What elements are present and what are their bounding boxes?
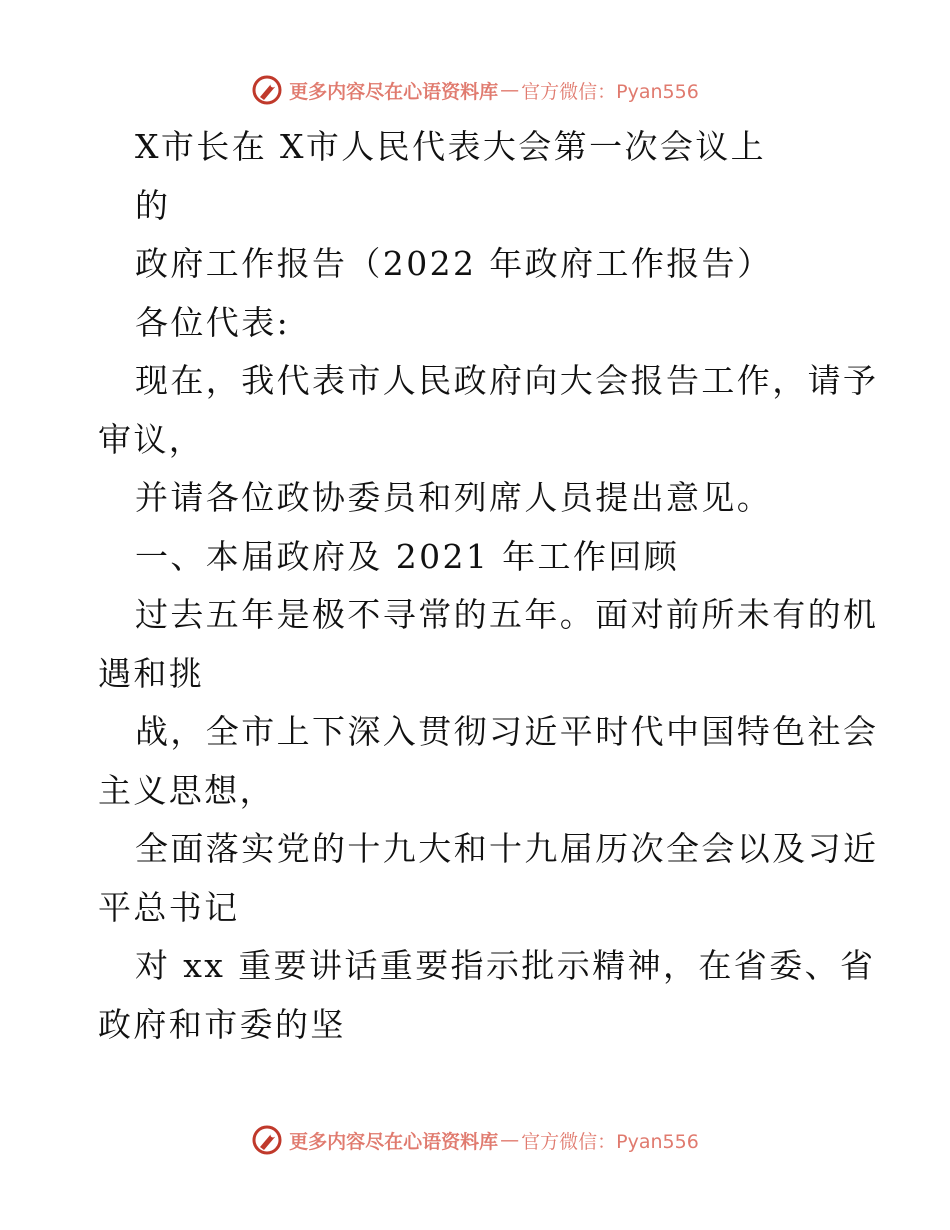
text-line: 战，全市上下深入贯彻习近平时代中国特色社会 [135,712,879,751]
pen-logo-icon [251,1124,283,1156]
text-line: 政府和市委的坚 [98,1004,346,1044]
text-line: 对 xx 重要讲话重要指示批示精神，在省委、省 [135,946,876,985]
pen-logo-icon [251,74,283,106]
watermark-text: 更多内容尽在心语资料库 [289,80,499,103]
text-line: 平总书记 [98,887,240,927]
body-paragraph [98,937,876,996]
text-line: 主义思想， [98,770,275,810]
body-paragraph-continuation [98,879,858,938]
watermark-contact: 官方微信：Pyan556 [521,1130,699,1153]
watermark-dash: — [500,1129,520,1151]
body-paragraph-continuation [98,762,858,821]
text-line: X市长在 X市人民代表大会第一次会议上 [135,127,767,166]
body-paragraph [98,586,879,645]
body-paragraph-continuation [98,645,858,704]
text-line: 遇和挑 [98,653,205,693]
text-line: 审议， [98,419,205,459]
text-line: 政府工作报告（2022 年政府工作报告） [135,244,773,283]
watermark-dash: — [500,79,520,101]
watermark-contact: 官方微信：Pyan556 [521,80,699,103]
text-line: 的 [135,185,171,225]
footer-watermark [0,1120,950,1160]
body-paragraph [98,703,879,762]
body-paragraph [98,352,879,411]
body-paragraph-continuation [98,996,858,1055]
subtitle-paragraph [98,235,858,294]
body-paragraph [98,820,879,879]
document-body [98,118,879,1054]
header-watermark [0,70,950,110]
text-line: 一、本届政府及 2021 年工作回顾 [135,536,680,576]
text-line: 现在，我代表市人民政府向大会报告工作，请予 [135,361,879,400]
body-paragraph [98,469,858,528]
text-line: 并请各位政协委员和列席人员提出意见。 [135,478,773,517]
section-heading [98,528,858,587]
body-paragraph-continuation [98,411,858,470]
text-line: 过去五年是极不寻常的五年。面对前所未有的机 [135,595,879,634]
title-paragraph [98,118,858,235]
text-line: 各位代表: [135,302,291,342]
watermark-text: 更多内容尽在心语资料库 [289,1130,499,1153]
text-line: 全面落实党的十九大和十九届历次全会以及习近 [135,829,879,868]
salutation-paragraph [98,294,858,353]
